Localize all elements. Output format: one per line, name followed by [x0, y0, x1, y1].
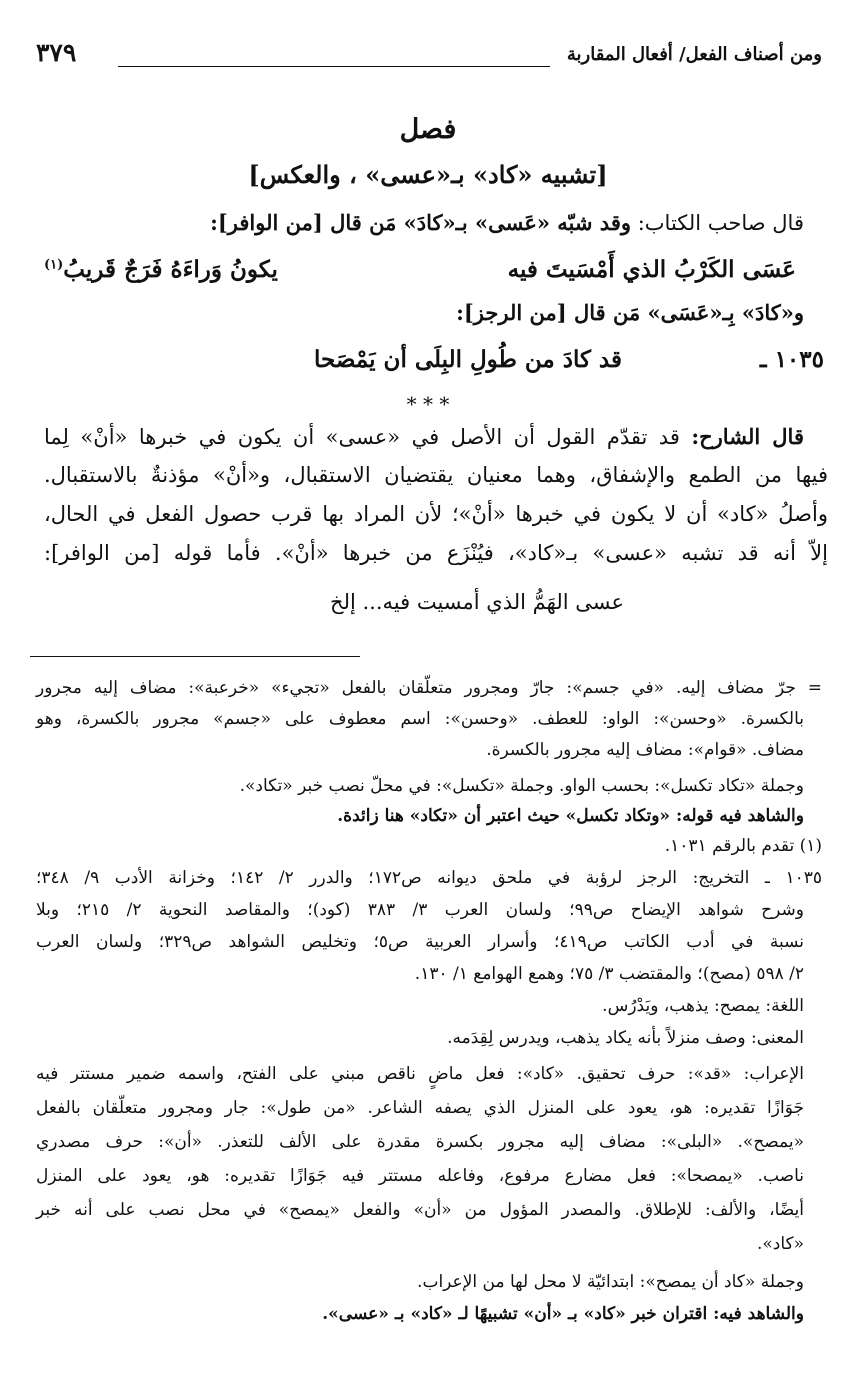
footnote-cont-line-3: مضاف. «قوام»: مضاف إليه مجرور بالكسرة.: [486, 740, 804, 760]
quote-line: عسى الهَمُّ الذي أمسيت فيه... إلخ: [330, 590, 624, 614]
commentary-line-2: فيها من الطمع والإشفاق، وهما معنيان يقتضيان الاستقبال، و«أنْ» مؤذنةٌ بالاستقبال.: [44, 463, 828, 487]
takhrij-line-4: ٢/ ٥٩٨ (مصح)؛ والمقتضب ٣/ ٧٥؛ وهمع الهوامع ١/ ١٣٠.: [414, 964, 804, 984]
footnote-shahid-2: والشاهد فيه: اقتران خبر «كاد» بـ «أن» تشبيهًا لـ «كاد» بـ «عسى».: [322, 1304, 804, 1324]
page-number: ٣٧٩: [36, 38, 77, 67]
footnote-cont-line-1: = جرّ مضاف إليه. «في جسم»: جارّ ومجرور متعلّقان بالفعل «تجيء» «خرعبة»: مضاف إليه مجرور: [36, 678, 822, 698]
mana-line: المعنى: وصف منزلاً بأنه يكاد يذهب، ويدرس لِقِدَمه.: [447, 1028, 804, 1048]
lugha-line: اللغة: يمصح: يذهب، ويَدْرُس.: [602, 996, 804, 1016]
footnote-shahid-1: والشاهد فيه قوله: «وتكاد تكسل» حيث اعتبر أن «تكاد» هنا زائدة.: [337, 806, 804, 826]
jumla-line-2: وجملة «كاد أن يمصح»: ابتدائيّة لا محل لها من الإعراب.: [417, 1272, 804, 1292]
footnote-ref-1: (١): [44, 257, 64, 273]
footnote-1: (١) تقدم بالرقم ١٠٣١.: [664, 836, 822, 856]
takhrij-line-2: وشرح شواهد الإيضاح ص٩٩؛ ولسان العرب ٣/ ٣٨٣ (كود)؛ والمقاصد النحوية ٢/ ٢١٥؛ وبلا: [36, 900, 804, 920]
section-subtitle: [تشبيه «كاد» بـ«عسى» ، والعكس]: [248, 160, 608, 189]
takhrij-line-3: نسبة في أدب الكاتب ص٤١٩؛ وأسرار العربية ص٥؛ وتخليص الشواهد ص٣٢٩؛ ولسان العرب: [36, 932, 804, 952]
footnote-cont-line-2: بالكسرة. «وحسن»: الواو: للعطف. «وحسن»: اسم معطوف على «جسم» مجرور بالكسرة، وهو: [36, 709, 804, 729]
irab-line-1: الإعراب: «قد»: حرف تحقيق. «كاد»: فعل ماضٍ ناقص مبني على الفتح، واسمه ضمير مستتر فيه: [36, 1064, 804, 1084]
verse-number: ١٠٣٥ ـ: [759, 346, 824, 373]
running-title: ومن أصناف الفعل/ أفعال المقاربة: [566, 44, 822, 65]
footnote-jumla: وجملة «تكاد تكسل»: بحسب الواو. وجملة «تكسل»: في محلّ نصب خبر «تكاد».: [239, 776, 804, 796]
intro-label: قال صاحب الكتاب:: [637, 211, 804, 235]
irab-line-2: جَوَازًا تقديره: هو، يعود على المنزل الذي يصفه الشاعر. «من طول»: جار ومجرور متعلّقان بالفعل: [36, 1098, 804, 1118]
takhrij-line-1: ١٠٣٥ ـ التخريج: الرجز لرؤبة في ملحق ديوانه ص١٧٢؛ والدرر ٢/ ١٤٢؛ وخزانة الأدب ٩/ ٣٤٨؛: [36, 868, 822, 888]
verse1-second-hemistich: [44, 256, 278, 283]
intro-rest: وقد شبّه «عَسى» بـ«كادَ» مَن قال [من الوافر]:: [210, 210, 632, 235]
commentary-line-1: [44, 424, 804, 449]
verse1-first-hemistich: عَسَى الكَرْبُ الذي أَمْسَيتَ فيه: [507, 256, 796, 283]
commentary-line-4: إلاّ أنه قد تشبه «عسى» بـ«كاد»، فيُنْزَع من خبرها «أنْ». فأما قوله [من الوافر]:: [44, 541, 828, 565]
commentary-line-1-text: قد تقدّم القول أن الأصل في «عسى» أن يكون في خبرها «أنْ» لِما: [44, 425, 680, 449]
footnote-rule: [30, 656, 360, 657]
irab-line-3: «يمصح». «البلى»: مضاف إليه مجرور بكسرة مقدرة على الألف للتعذر. «أن»: حرف مصدري: [36, 1132, 804, 1152]
section-title: فصل: [399, 114, 457, 145]
section-stars: * * *: [406, 392, 450, 416]
kada-line: و«كادَ» بِـ«عَسَى» مَن قال [من الرجز]:: [456, 300, 804, 325]
irab-line-5: أيضًا، والألف: للإطلاق. والمصدر المؤول من «أن» والفعل «يمصح» في محل نصب على أنه خبر: [36, 1200, 804, 1220]
commentary-line-3: وأصلُ «كاد» أن لا يكون في خبرها «أنْ»؛ لأن المراد بها قرب حصول الفعل في الحال،: [44, 502, 828, 526]
verse2: قد كادَ من طُولِ البِلَى أن يَمْصَحا: [314, 346, 622, 373]
irab-line-4: ناصب. «يمصحا»: فعل مضارع مرفوع، وفاعله مستتر فيه جَوَازًا تقديره: هو، يعود على المنزل: [36, 1166, 804, 1186]
verse1-second-text: يكونُ وَراءَهُ فَرَجٌ قَريبُ: [63, 256, 278, 283]
intro-line: [210, 210, 804, 235]
header-rule: [118, 66, 550, 67]
irab-line-6: «كاد».: [756, 1234, 804, 1254]
commentary-label: قال الشارح:: [691, 424, 804, 449]
